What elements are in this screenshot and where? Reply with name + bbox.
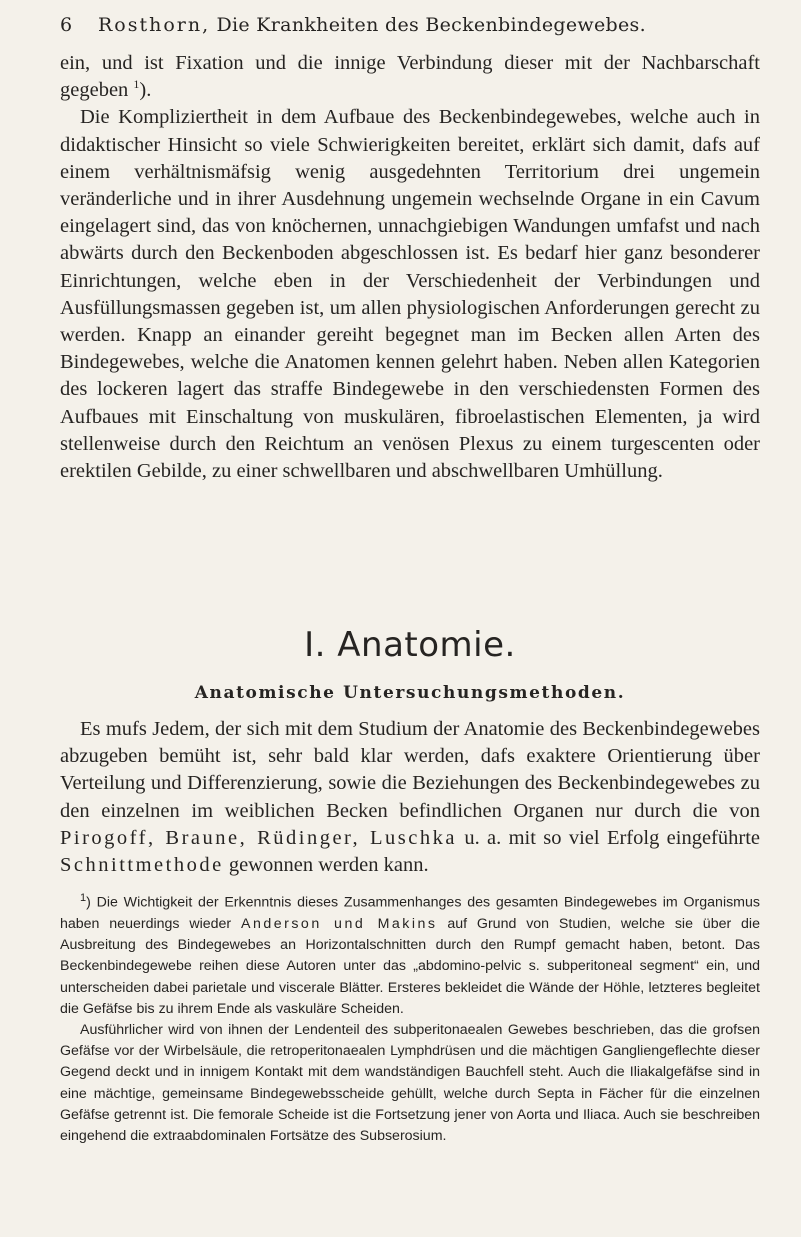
- footnote-ref: 1: [133, 77, 140, 92]
- footnotes: [60, 888, 760, 1147]
- section-text: [60, 716, 760, 879]
- section-title: I. Anatomie.: [304, 625, 516, 665]
- intro-paragraph-2: Die Kompliziertheit in dem Aufbaue des Beckenbindegewebes, welche auch in didaktischer Hinsicht so viele Schwierigkeiten bereitet, erklärt sich damit, dafs auf einem verhältnismäfsig wenig ausgedehnten Territorium drei ungemein veränderliche und in ihrer Ausdehnung ungemein wechselnde Organe in ein Cavum eingelagert sind, das von knöchernen, unnachgiebigen Wandungen umfafst und nach abwärts durch den Beckenboden abgeschlossen ist. Es bedarf hier ganz besonderer Einrichtungen, welche eben in der Verschiedenheit der Verbindungen und Ausfüllungsmassen gegeben ist, um allen physiologischen Anforderungen gerecht zu werden. Knapp an einander gereiht begegnet man im Becken allen Arten des Bindegewebes, welche die Anatomen kennen gelehrt haben. Neben allen Kategorien des lockeren lagert das straffe Bindegewebe in den verschiedensten Formen des Aufbaues mit Einschaltung von muskulären, fibroelastischen Elementen, ja wird stellenweise durch den Reichtum an venösen Plexus zu einem turgescenten oder erektilen Gebilde, zu einer schwellbaren und abschwellbaren Umhüllung.: [60, 106, 760, 483]
- running-header: [60, 14, 760, 36]
- intro-paragraph-1: ein, und ist Fixation und die innige Verbindung dieser mit der Nachbarschaft gegeben $^1$).: [60, 52, 760, 102]
- intro-text: [60, 50, 760, 485]
- footnote-authors: Anderson und Makins: [240, 915, 438, 932]
- page-number: 6: [60, 14, 73, 36]
- method-name: Schnittmethode: [60, 854, 224, 877]
- footnote-paragraph-2: Ausführlicher wird von ihnen der Lendenteil des subperitonaealen Gewebes beschrieben, das die grofsen Gefäfse vor der Wirbelsäule, die retroperitonaealen Lymphdrüsen und die mächtigen Gangliengeflechte dieser Gegend deckt und in innigem Kontakt mit dem wandständigen Bauchfell steht. Auch die Iliakalgefäfse sind in eine mächtige, gemeinsame Bindegewebsscheide gehüllt, welche durch Septa in Fächer für die einzelnen Gefäfse getrennt ist. Die femorale Scheide ist die Fortsetzung jener von Aorta und Iliaca. Auch sie beschreiben eingehend die extraabdominalen Fortsätze des Subserosium.: [60, 1021, 760, 1144]
- footnote-marker: 1: [80, 892, 87, 904]
- header-title: Die Krankheiten des Beckenbindegewebes.: [216, 14, 646, 36]
- section-paragraph: Es mufs Jedem, der sich mit dem Studium der Anatomie des Beckenbindegewebes abzugeben bemüht ist, sehr bald klar werden, dafs exaktere Orientierung über Verteilung und Differenzierung, sowie die Beziehungen des Beckenbindegewebes zu den einzelnen im weiblichen Becken befindlichen Organen nur durch die von Pirogoff, Braune, Rüdinger, Luschka u. a. mit so viel Erfolg eingeführte Schnittmethode gewonnen werden kann.: [60, 718, 760, 877]
- footnote-paragraph-1: $^1$) Die Wichtigkeit der Erkenntnis dieses Zusammenhanges des gesamten Bindegewebes im Organismus haben neuerdings wieder Anderson und Makins auf Grund von Studien, welche sie über die Ausbreitung des Bindegewebes an Horizontalschnitten durch den Rumpf gemacht haben, betont. Das Beckenbindegewebe reihen diese Autoren unter das „abdomino-pelvic s. subperitoneal segment“ ein, und unterscheiden dabei parietale und viscerale Blätter. Ersteres bekleidet die Wände der Höhle, letzteres begleitet die Gefäfse bis zu ihrem Ende als vaskuläre Scheiden.: [60, 892, 760, 1017]
- section-subtitle: Anatomische Untersuchungsmethoden.: [194, 683, 626, 703]
- header-author: Rosthorn,: [98, 14, 211, 36]
- author-names: Pirogoff, Braune, Rüdinger, Luschka: [60, 826, 457, 849]
